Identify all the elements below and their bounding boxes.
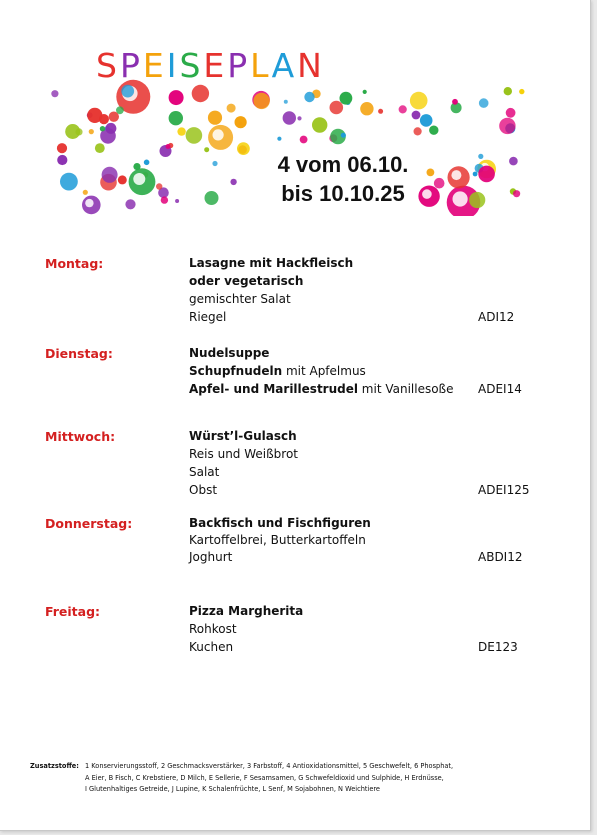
- decor-dot: [504, 87, 512, 95]
- title-letter: L: [250, 46, 272, 85]
- decor-dot: [399, 105, 407, 113]
- decor-dot: [499, 118, 515, 134]
- title-letter: E: [203, 46, 228, 85]
- decor-dot: [192, 85, 209, 102]
- decor-dot: [95, 143, 105, 153]
- decor-dot: [420, 114, 433, 127]
- allergen-code: ADEI125: [478, 483, 530, 497]
- decor-dot: [169, 111, 183, 125]
- dish-line: Joghurt: [189, 550, 233, 564]
- day-label-mittwoch: Mittwoch:: [45, 429, 116, 444]
- decor-dot: [277, 137, 281, 141]
- decor-dot: [161, 196, 168, 203]
- decor-dot: [427, 169, 435, 177]
- decor-dot: [330, 101, 344, 115]
- decor-dot: [473, 172, 478, 177]
- dish-line: Kuchen: [189, 640, 234, 654]
- decor-dot: [118, 175, 127, 184]
- decor-dot: [227, 104, 236, 113]
- decor-dot: [506, 108, 516, 118]
- day-label-freitag: Freitag:: [45, 604, 101, 619]
- decor-dot: [479, 98, 489, 108]
- decor-dot: [100, 126, 105, 131]
- decor-dot: [519, 89, 524, 94]
- decor-dot: [169, 90, 184, 105]
- decor-dot: [312, 117, 327, 132]
- header-banner: [40, 36, 540, 216]
- hand-print-icon: [213, 129, 224, 140]
- decor-dot: [105, 123, 116, 134]
- decor-dot: [412, 111, 421, 120]
- decor-dot: [144, 160, 150, 166]
- decor-dot: [414, 127, 422, 135]
- title-letter: N: [297, 46, 325, 85]
- decor-dot: [51, 90, 58, 97]
- decor-dot: [166, 144, 171, 149]
- hand-print-icon: [422, 189, 432, 199]
- decor-dot: [57, 155, 67, 165]
- dish-line: Apfel- und Marillestrudel mit Vanillesoße: [189, 382, 454, 396]
- decor-dot: [300, 136, 308, 144]
- decor-dot: [509, 157, 518, 166]
- decor-dot: [434, 178, 445, 189]
- decor-dot: [363, 90, 367, 94]
- decor-dot: [177, 127, 185, 135]
- decor-dot: [156, 183, 162, 189]
- decor-dot: [102, 167, 118, 183]
- additives-line: 1 Konservierungsstoff, 2 Geschmacksverstärker, 3 Farbstoff, 4 Antioxidationsmittel, 5 Geschwefelt, 6 Phosphat,: [85, 762, 454, 770]
- dish-line: Würst’l-Gulasch: [189, 429, 297, 443]
- decor-dot: [87, 108, 102, 123]
- hand-print-icon: [453, 191, 468, 206]
- decor-dot: [208, 111, 222, 125]
- decor-dot: [283, 111, 296, 124]
- dish-line: Riegel: [189, 310, 227, 324]
- decor-dot: [478, 154, 483, 159]
- decor-dot: [235, 116, 247, 128]
- additives-line: A Eier, B Fisch, C Krebstiere, D Milch, E Sellerie, F Sesamsamen, G Schwefeldioxid und Sulphide, H Erdnüsse,: [85, 773, 444, 782]
- decor-dot: [513, 190, 520, 197]
- dish-line: Lasagne mit Hackfleisch: [189, 256, 354, 270]
- decor-dot: [205, 191, 219, 205]
- title-letter: P: [227, 46, 251, 85]
- decor-dot: [284, 100, 288, 104]
- title-letter: E: [142, 46, 167, 85]
- decor-dot: [65, 124, 80, 139]
- title-letter: P: [119, 46, 143, 85]
- decor-dot: [341, 133, 346, 138]
- week-line-1: 4 vom 06.10.: [277, 152, 409, 177]
- decor-dot: [186, 127, 203, 144]
- decor-dot: [304, 92, 314, 102]
- decor-dot: [429, 126, 438, 135]
- decor-dot: [410, 92, 428, 110]
- decor-dot: [230, 179, 236, 185]
- day-label-donnerstag: Donnerstag:: [45, 516, 133, 531]
- title-letter: S: [96, 46, 120, 85]
- decor-dot: [297, 116, 301, 120]
- decor-dot: [378, 109, 383, 114]
- week-range: [268, 150, 418, 208]
- allergen-code: ABDI12: [478, 550, 523, 564]
- decor-dot: [116, 106, 124, 114]
- decor-dot: [452, 99, 458, 105]
- decor-dot: [125, 199, 135, 209]
- hand-print-icon: [133, 173, 145, 185]
- decor-dot: [469, 192, 485, 208]
- decor-dot: [478, 166, 495, 183]
- dish-line: Nudelsuppe: [189, 346, 270, 360]
- decor-dot: [60, 173, 78, 191]
- decor-dot: [83, 190, 88, 195]
- dish-line: Kartoffelbrei, Butterkartoffeln: [189, 533, 366, 547]
- title-letter: S: [179, 46, 204, 85]
- decor-dot: [175, 199, 179, 203]
- day-label-montag: Montag:: [45, 256, 104, 271]
- decor-dot: [57, 143, 67, 153]
- title-letter: I: [166, 46, 180, 85]
- dish-line: Pizza Margherita: [189, 604, 304, 618]
- dish-line: gemischter Salat: [189, 292, 291, 306]
- hand-print-icon: [451, 170, 461, 180]
- dish-line: Rohkost: [189, 622, 237, 636]
- decor-dot: [204, 147, 209, 152]
- additives-label: Zusatzstoffe:: [30, 762, 79, 770]
- title-letter: A: [271, 46, 298, 85]
- dish-line: oder vegetarisch: [189, 274, 304, 288]
- decor-dot: [253, 93, 269, 109]
- day-label-dienstag: Dienstag:: [45, 346, 113, 361]
- allergen-code: ADI12: [478, 310, 515, 324]
- decor-dot: [89, 129, 94, 134]
- speiseplan-title: [96, 46, 325, 85]
- decor-dot: [237, 142, 250, 155]
- dish-line: Obst: [189, 483, 218, 497]
- decor-dot: [121, 85, 134, 98]
- hand-print-icon: [85, 199, 93, 207]
- dish-line: Schupfnudeln mit Apfelmus: [189, 364, 366, 378]
- allergen-code: ADEI14: [478, 382, 522, 396]
- decor-dot: [340, 92, 353, 105]
- additives-line: I Glutenhaltiges Getreide, J Lupine, K Schalenfrüchte, L Senf, M Sojabohnen, N Weichtiere: [85, 785, 380, 793]
- week-line-2: bis 10.10.25: [281, 181, 405, 206]
- allergen-code: DE123: [478, 640, 518, 654]
- dish-line: Salat: [189, 465, 220, 479]
- dish-line: Backfisch und Fischfiguren: [189, 516, 371, 530]
- decor-dot: [212, 161, 217, 166]
- dish-line: Reis und Weißbrot: [189, 447, 298, 461]
- decor-dot: [360, 102, 373, 115]
